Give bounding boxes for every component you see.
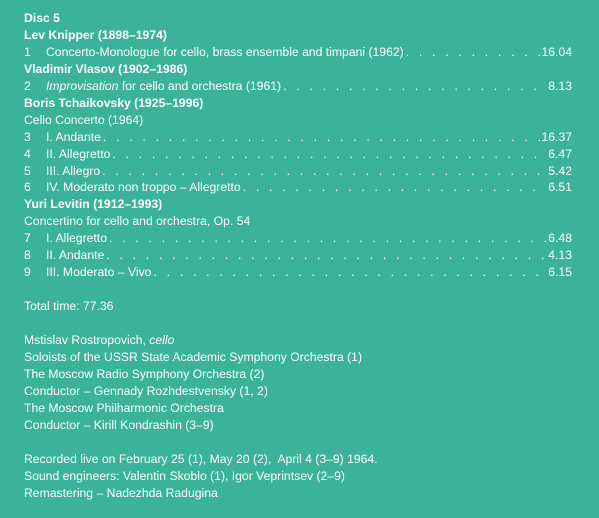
composer-name: Boris Tchaikovsky (1925–1996) [24, 95, 204, 110]
track-title [46, 78, 281, 95]
track-title-italic: Improvisation [46, 78, 119, 93]
track-number: 7 [24, 231, 31, 246]
credits-list [24, 451, 572, 502]
track-title [46, 247, 104, 264]
track-number: 8 [24, 248, 31, 263]
total-time: Total time: 77.36 [24, 299, 114, 314]
dot-leader [103, 129, 540, 146]
track-row [24, 230, 572, 247]
track-title-text: III. Allegro [46, 163, 101, 178]
track-row [24, 78, 572, 95]
dot-leader [112, 146, 546, 163]
track-duration: 4.13 [548, 248, 572, 263]
dot-leader [106, 247, 546, 264]
track-title-text: I. Allegretto [46, 231, 107, 246]
track-duration: 16.04 [541, 45, 572, 59]
track-title-text: for cello and orchestra (1961) [118, 78, 282, 93]
track-duration: 16.37 [541, 129, 572, 144]
track-duration: 6.48 [548, 231, 572, 246]
track-title-text: II. Allegretto [46, 146, 111, 161]
track-title-text: IV. Moderato non troppo – Allegretto [46, 180, 241, 195]
track-number: 9 [24, 265, 31, 280]
dot-leader [283, 78, 546, 95]
track-number: 2 [24, 78, 31, 93]
track-title [46, 146, 110, 163]
track-row [24, 264, 572, 281]
soloist-name: Mstislav Rostropovich, [24, 333, 150, 348]
track-row [24, 129, 572, 146]
performer-line: The Moscow Radio Symphony Orchestra (2) [24, 367, 265, 382]
track-duration: 5.42 [548, 163, 572, 178]
track-number: 3 [24, 129, 31, 144]
credit-line: Remastering – Nadezhda Radugina [24, 486, 218, 501]
composer-name: Lev Knipper (1898–1974) [24, 28, 167, 42]
track-title-text: III. Moderato – Vivo [46, 265, 152, 280]
track-duration: 8.13 [548, 78, 572, 93]
soloist-line [24, 332, 572, 349]
track-title [46, 163, 100, 180]
performer-line: The Moscow Philharmonic Orchestra [24, 401, 224, 416]
track-duration: 6.51 [548, 180, 572, 195]
track-duration: 6.15 [548, 265, 572, 280]
track-row [24, 44, 572, 61]
track-title [46, 179, 241, 196]
track-row [24, 163, 572, 180]
disc-listing [24, 10, 572, 502]
track-title-text: II. Andante [46, 248, 105, 263]
dot-leader [102, 163, 546, 180]
track-number: 6 [24, 180, 31, 195]
work-title: Concertino for cello and orchestra, Op. 54 [24, 214, 251, 229]
soloist-instrument: cello [149, 333, 175, 348]
track-row [24, 247, 572, 264]
performer-list [24, 349, 572, 434]
dot-leader [406, 44, 540, 61]
track-title [46, 230, 107, 247]
track-number: 5 [24, 163, 31, 178]
performer-line: Conductor – Kirill Kondrashin (3–9) [24, 418, 214, 433]
credit-line: Sound engineers: Valentin Skoblo (1), Igor Veprintsev (2–9) [24, 469, 345, 484]
credit-line: Recorded live on February 25 (1), May 20 (2), April 4 (3–9) 1964. [24, 452, 378, 467]
dot-leader [109, 230, 546, 247]
track-row [24, 179, 572, 196]
work-title: Cello Concerto (1964) [24, 112, 144, 127]
performer-line: Soloists of the USSR State Academic Symphony Orchestra (1) [24, 350, 363, 365]
spacer [24, 315, 572, 332]
composer-name: Yuri Levitin (1912–1993) [24, 197, 163, 212]
disc-label: Disc 5 [24, 11, 60, 25]
spacer [24, 281, 572, 298]
track-title [46, 129, 101, 146]
track-title-text: I. Andante [46, 129, 101, 144]
composer-list [24, 27, 572, 281]
track-title [46, 264, 151, 281]
performer-line: Conductor – Gennady Rozhdestvensky (1, 2) [24, 384, 268, 399]
spacer [24, 434, 572, 451]
track-number: 4 [24, 146, 31, 161]
track-title-text: Concerto-Monologue for cello, brass ensemble and timpani (1962) [46, 45, 404, 59]
track-number: 1 [24, 45, 31, 59]
track-duration: 6.47 [548, 146, 572, 161]
composer-name: Vladimir Vlasov (1902–1986) [24, 61, 188, 76]
dot-leader [153, 264, 546, 281]
track-title [46, 44, 404, 61]
dot-leader [243, 179, 547, 196]
track-row [24, 146, 572, 163]
